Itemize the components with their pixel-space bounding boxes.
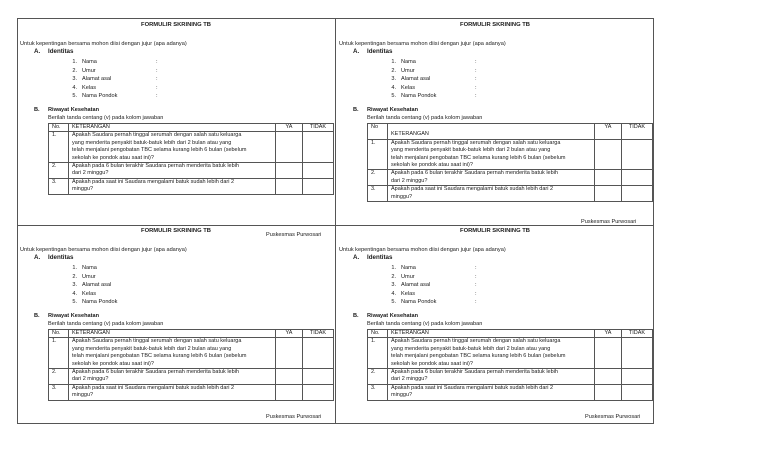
instruction-text: Berilah tanda centang (v) pada kolom jawaban xyxy=(48,115,164,121)
identity-field-1 xyxy=(382,265,477,274)
field-number: 1. xyxy=(72,265,77,271)
question-text-line: dari 2 minggu? xyxy=(391,376,428,383)
question-row xyxy=(49,384,334,400)
question-text-line: yang menderita penyakit batuk-batuk lebih dari 2 bulan atau yang xyxy=(72,139,232,146)
footer-puskesmas: Puskesmas Purwosari xyxy=(581,219,637,225)
question-row xyxy=(49,132,334,163)
section-a-heading xyxy=(353,254,392,262)
question-text-line: telah menjalani pengobatan TBC selama kurang lebih 6 bulan (sebelum xyxy=(72,353,247,360)
question-row xyxy=(368,369,653,385)
field-number: 5. xyxy=(391,299,396,306)
identity-field-3 xyxy=(63,282,117,291)
section-a-heading xyxy=(353,48,392,56)
answer-tidak-cell xyxy=(303,369,334,385)
field-colon: : xyxy=(475,84,477,91)
screening-form-br xyxy=(336,228,654,428)
identity-field-5 xyxy=(382,299,477,308)
field-number: 1. xyxy=(391,265,396,271)
field-label: Kelas xyxy=(82,84,96,91)
question-text-line: sekolah ke pondok atau saat ini)? xyxy=(391,360,473,367)
section-b-heading xyxy=(34,313,99,321)
question-row xyxy=(368,338,653,369)
field-colon: : xyxy=(475,265,477,271)
field-colon: : xyxy=(156,59,158,65)
identity-field-2 xyxy=(63,274,117,283)
question-text-line: sekolah ke pondok atau saat ini)? xyxy=(72,154,154,161)
form-title: FORMULIR SKRINING TB xyxy=(460,228,530,234)
question-text-line: Apakah pada 6 bulan terakhir Saudara pernah menderita batuk lebih xyxy=(72,163,239,170)
identity-field-3 xyxy=(382,282,477,291)
identity-field-3 xyxy=(63,76,158,85)
field-label: Umur xyxy=(82,273,96,280)
section-b-heading xyxy=(34,107,99,115)
section-a-heading xyxy=(34,48,73,56)
question-text-line: Apakah Saudara pernah tinggal serumah dengan salah satu keluarga xyxy=(72,338,242,345)
field-label: Umur xyxy=(401,67,415,74)
header-keterangan: KETERANGAN xyxy=(69,330,276,338)
question-number: 1. xyxy=(368,139,388,170)
field-colon: : xyxy=(475,93,477,100)
question-text-line: minggu? xyxy=(391,392,413,399)
answer-tidak-cell xyxy=(622,338,653,369)
instruction-text: Berilah tanda centang (v) pada kolom jawaban xyxy=(367,115,483,121)
question-text-line: Apakah pada saat ini Saudara mengalami batuk sudah lebih dari 2 xyxy=(391,384,554,391)
header-tidak: TIDAK xyxy=(303,124,334,132)
section-a-letter: A. xyxy=(353,254,360,261)
question-text-line: sekolah ke pondok atau saat ini)? xyxy=(391,162,473,169)
field-colon: : xyxy=(156,76,158,83)
section-b-letter: B. xyxy=(34,313,40,319)
identity-field-1 xyxy=(63,265,117,274)
answer-tidak-cell xyxy=(303,384,334,400)
answer-ya-cell xyxy=(276,384,303,400)
question-row xyxy=(368,384,653,400)
identity-field-1 xyxy=(63,59,158,68)
field-label: Nama Pondok xyxy=(401,299,437,306)
section-b-title: Riwayat Kesehatan xyxy=(367,107,418,113)
horizontal-divider xyxy=(17,225,654,226)
question-text-line: Apakah pada saat ini Saudara mengalami batuk sudah lebih dari 2 xyxy=(72,178,235,185)
question-row xyxy=(368,139,653,170)
screening-form-tr xyxy=(336,22,654,225)
field-colon: : xyxy=(475,59,477,65)
question-text-line: sekolah ke pondok atau saat ini)? xyxy=(72,360,154,367)
question-text-line: minggu? xyxy=(391,193,413,200)
field-label: Nama xyxy=(401,59,416,65)
question-text-line: Apakah pada saat ini Saudara mengalami batuk sudah lebih dari 2 xyxy=(391,186,554,193)
question-number: 2. xyxy=(49,369,69,385)
header-ya: YA xyxy=(276,124,303,132)
intro-text: Untuk kepentingan bersama mohon diisi dengan jujur (apa adanya) xyxy=(20,41,187,47)
field-number: 2. xyxy=(391,273,396,280)
field-label: Nama xyxy=(401,265,416,271)
field-label: Alamat asal xyxy=(401,282,431,289)
header-keterangan: KETERANGAN xyxy=(69,124,276,132)
question-text-line: yang menderita penyakit batuk-batuk lebih dari 2 bulan atau yang xyxy=(391,345,551,352)
identity-fields xyxy=(382,265,477,308)
question-number: 3. xyxy=(49,178,69,194)
question-text-line: telah menjalani pengobatan TBC selama kurang lebih 6 bulan (sebelum xyxy=(72,147,247,154)
health-history-table xyxy=(48,123,334,195)
table-header-row xyxy=(368,124,653,140)
question-text-line: Apakah pada 6 bulan terakhir Saudara pernah menderita batuk lebih xyxy=(391,369,558,376)
question-text xyxy=(69,163,276,179)
header-tidak: TIDAK xyxy=(622,124,653,140)
section-a-title: Identitas xyxy=(367,254,393,261)
header-no: No. xyxy=(49,124,69,132)
table-header-row xyxy=(368,330,653,338)
section-a-letter: A. xyxy=(34,254,41,261)
question-text xyxy=(388,384,595,400)
field-label: Nama Pondok xyxy=(401,93,437,100)
question-row xyxy=(368,186,653,202)
field-number: 3. xyxy=(72,282,77,289)
identity-field-4 xyxy=(382,84,477,94)
identity-fields xyxy=(382,59,477,102)
header-no: No. xyxy=(49,330,69,338)
identity-field-5 xyxy=(382,93,477,102)
section-b-heading xyxy=(353,313,418,321)
instruction-text: Berilah tanda centang (v) pada kolom jawaban xyxy=(367,321,483,327)
field-label: Alamat asal xyxy=(82,282,112,289)
answer-ya-cell xyxy=(595,338,622,369)
section-b-title: Riwayat Kesehatan xyxy=(48,107,99,113)
question-number: 1. xyxy=(368,338,388,369)
field-number: 3. xyxy=(72,76,77,83)
screening-form-bl xyxy=(17,228,335,428)
header-tidak: TIDAK xyxy=(303,330,334,338)
question-number: 2. xyxy=(49,163,69,179)
answer-ya-cell xyxy=(276,163,303,179)
instruction-text: Berilah tanda centang (v) pada kolom jawaban xyxy=(48,321,164,327)
question-number: 3. xyxy=(49,384,69,400)
question-row xyxy=(49,163,334,179)
answer-ya-cell xyxy=(595,139,622,170)
question-text-line: dari 2 minggu? xyxy=(391,177,428,184)
section-b-title: Riwayat Kesehatan xyxy=(367,313,418,319)
question-text xyxy=(388,338,595,369)
field-number: 2. xyxy=(391,67,396,74)
question-text-line: yang menderita penyakit batuk-batuk lebih dari 2 bulan atau yang xyxy=(72,345,232,352)
intro-text: Untuk kepentingan bersama mohon diisi dengan jujur (apa adanya) xyxy=(20,247,187,253)
field-label: Kelas xyxy=(401,84,415,91)
identity-field-2 xyxy=(382,67,477,77)
identity-field-4 xyxy=(63,84,158,94)
identity-field-2 xyxy=(63,67,158,77)
health-history-table xyxy=(367,123,653,202)
field-number: 2. xyxy=(72,273,77,280)
form-title: FORMULIR SKRINING TB xyxy=(460,22,530,28)
question-text xyxy=(388,170,595,186)
answer-ya-cell xyxy=(595,186,622,202)
header-ya: YA xyxy=(595,330,622,338)
field-label: Umur xyxy=(82,67,96,74)
field-colon: : xyxy=(156,84,158,91)
question-text-line: Apakah pada 6 bulan terakhir Saudara pernah menderita batuk lebih xyxy=(391,170,558,177)
answer-tidak-cell xyxy=(622,186,653,202)
question-text-line: minggu? xyxy=(72,392,94,399)
section-a-heading xyxy=(34,254,73,262)
question-number: 2. xyxy=(368,170,388,186)
header-no: No. xyxy=(368,330,388,338)
field-label: Kelas xyxy=(82,290,96,297)
field-colon: : xyxy=(475,299,477,306)
field-number: 1. xyxy=(72,59,77,65)
section-b-heading xyxy=(353,107,418,115)
section-a-title: Identitas xyxy=(48,48,74,55)
field-number: 2. xyxy=(72,67,77,74)
question-text-line: yang menderita penyakit batuk-batuk lebih dari 2 bulan atau yang xyxy=(391,147,551,154)
identity-field-5 xyxy=(63,93,158,102)
health-history-table xyxy=(367,329,653,401)
field-label: Nama Pondok xyxy=(82,93,118,100)
header-keterangan-text: KETERANGAN xyxy=(391,131,429,138)
question-text xyxy=(69,132,276,163)
answer-ya-cell xyxy=(595,369,622,385)
answer-tidak-cell xyxy=(303,163,334,179)
header-ya: YA xyxy=(595,124,622,140)
question-number: 1. xyxy=(49,132,69,163)
question-text-line: minggu? xyxy=(72,186,94,193)
field-number: 4. xyxy=(72,290,77,297)
field-number: 5. xyxy=(72,299,77,306)
answer-tidak-cell xyxy=(622,384,653,400)
question-number: 2. xyxy=(368,369,388,385)
header-keterangan: KETERANGAN xyxy=(388,330,595,338)
field-colon: : xyxy=(475,76,477,83)
identity-field-1 xyxy=(382,59,477,68)
question-text xyxy=(388,139,595,170)
table-header-row xyxy=(49,124,334,132)
field-colon: : xyxy=(475,282,477,289)
answer-ya-cell xyxy=(276,132,303,163)
question-number: 3. xyxy=(368,384,388,400)
section-a-title: Identitas xyxy=(48,254,74,261)
field-colon: : xyxy=(475,273,477,280)
section-b-letter: B. xyxy=(34,107,40,113)
answer-tidak-cell xyxy=(303,178,334,194)
field-label: Kelas xyxy=(401,290,415,297)
question-text-line: Apakah Saudara pernah tinggal serumah dengan salah satu keluarga xyxy=(391,338,561,345)
section-a-letter: A. xyxy=(353,48,360,55)
header-keterangan xyxy=(388,124,595,140)
question-number: 1. xyxy=(49,338,69,369)
field-number: 3. xyxy=(391,76,396,83)
field-number: 4. xyxy=(72,84,77,91)
field-number: 1. xyxy=(391,59,396,65)
question-text xyxy=(69,369,276,385)
identity-field-4 xyxy=(63,291,117,300)
question-text xyxy=(388,369,595,385)
question-text-line: Apakah pada saat ini Saudara mengalami batuk sudah lebih dari 2 xyxy=(72,384,235,391)
footer-puskesmas: Puskesmas Purwosari xyxy=(585,414,641,420)
question-row xyxy=(49,369,334,385)
question-text-line: Apakah Saudara pernah tinggal serumah dengan salah satu keluarga xyxy=(391,139,561,146)
intro-text: Untuk kepentingan bersama mohon diisi dengan jujur (apa adanya) xyxy=(339,247,506,253)
section-a-letter: A. xyxy=(34,48,41,55)
field-colon: : xyxy=(156,93,158,100)
footer-puskesmas: Puskesmas Purwosari xyxy=(266,414,322,420)
question-text xyxy=(388,186,595,202)
field-label: Nama xyxy=(82,59,97,65)
form-title: FORMULIR SKRINING TB xyxy=(141,22,211,28)
header-no: No xyxy=(368,124,388,140)
health-history-table xyxy=(48,329,334,401)
field-label: Alamat asal xyxy=(401,76,431,83)
field-number: 5. xyxy=(391,93,396,100)
screening-form-tl xyxy=(17,22,335,238)
field-number: 4. xyxy=(391,290,396,297)
field-number: 4. xyxy=(391,84,396,91)
answer-ya-cell xyxy=(276,178,303,194)
question-row xyxy=(49,338,334,369)
answer-ya-cell xyxy=(595,384,622,400)
identity-field-3 xyxy=(382,76,477,85)
question-text-line: dari 2 minggu? xyxy=(72,376,109,383)
identity-fields xyxy=(63,59,158,102)
field-colon: : xyxy=(156,67,158,74)
answer-tidak-cell xyxy=(622,369,653,385)
header-ya: YA xyxy=(276,330,303,338)
section-b-letter: B. xyxy=(353,107,359,113)
answer-tidak-cell xyxy=(622,139,653,170)
answer-ya-cell xyxy=(276,369,303,385)
question-text xyxy=(69,338,276,369)
answer-ya-cell xyxy=(595,170,622,186)
question-row xyxy=(49,178,334,194)
field-label: Nama xyxy=(82,265,97,271)
form-title: FORMULIR SKRINING TB xyxy=(141,228,211,234)
field-label: Umur xyxy=(401,273,415,280)
question-text-line: Apakah pada 6 bulan terakhir Saudara pernah menderita batuk lebih xyxy=(72,369,239,376)
identity-field-4 xyxy=(382,290,477,300)
answer-tidak-cell xyxy=(303,338,334,369)
question-row xyxy=(368,170,653,186)
field-label: Alamat asal xyxy=(82,76,112,83)
field-colon: : xyxy=(475,290,477,297)
section-b-title: Riwayat Kesehatan xyxy=(48,313,99,319)
question-text xyxy=(69,178,276,194)
field-label: Nama Pondok xyxy=(82,299,118,306)
header-tidak: TIDAK xyxy=(622,330,653,338)
field-number: 5. xyxy=(72,93,77,100)
section-a-title: Identitas xyxy=(367,48,393,55)
table-header-row xyxy=(49,330,334,338)
footer-puskesmas: Puskesmas Purwosari xyxy=(266,232,322,238)
identity-field-5 xyxy=(63,299,117,308)
answer-tidak-cell xyxy=(303,132,334,163)
field-number: 3. xyxy=(391,282,396,289)
question-text xyxy=(69,384,276,400)
question-text-line: telah menjalani pengobatan TBC selama kurang lebih 6 bulan (sebelum xyxy=(391,154,566,161)
question-text-line: dari 2 minggu? xyxy=(72,170,109,177)
answer-tidak-cell xyxy=(622,170,653,186)
intro-text: Untuk kepentingan bersama mohon diisi dengan jujur (apa adanya) xyxy=(339,41,506,47)
question-text-line: telah menjalani pengobatan TBC selama kurang lebih 6 bulan (sebelum xyxy=(391,353,566,360)
section-b-letter: B. xyxy=(353,313,359,319)
identity-fields xyxy=(63,265,117,308)
identity-field-2 xyxy=(382,273,477,283)
question-text-line: Apakah Saudara pernah tinggal serumah dengan salah satu keluarga xyxy=(72,132,242,139)
question-number: 3. xyxy=(368,186,388,202)
answer-ya-cell xyxy=(276,338,303,369)
field-colon: : xyxy=(475,67,477,74)
